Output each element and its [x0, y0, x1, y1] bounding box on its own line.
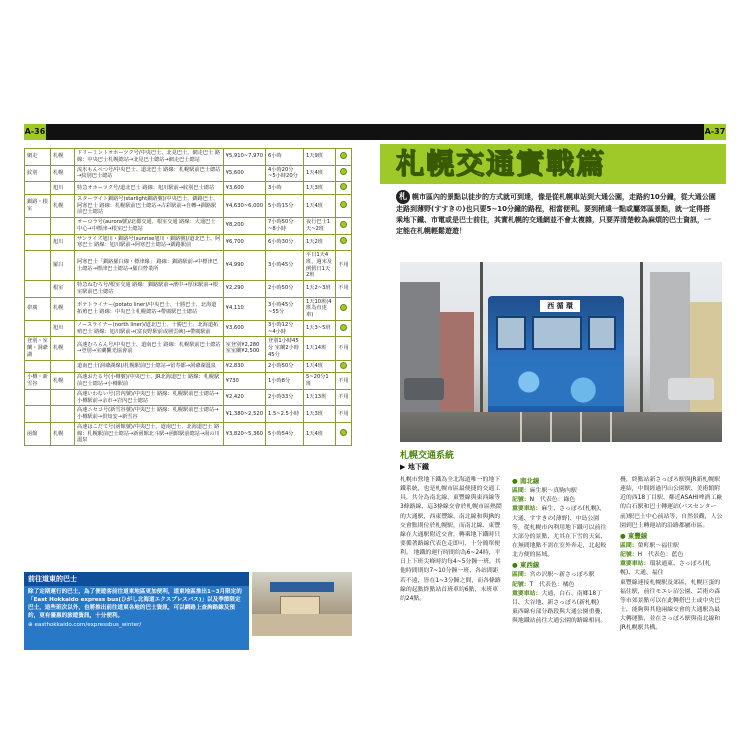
reservation-required-icon	[340, 429, 347, 436]
cell-freq: 夜行巴士1天~2班	[304, 218, 336, 235]
cell-city: 根室	[51, 281, 75, 298]
cell-freq: 1天9班	[304, 149, 336, 166]
cell-city: 旭川	[51, 234, 75, 251]
page-title: 札幌交通實戰篇	[396, 147, 607, 180]
car	[404, 378, 444, 400]
cell-freq: 1天13班	[304, 389, 336, 406]
cell-fare: ¥4,990	[223, 251, 265, 281]
table-row	[25, 234, 352, 251]
cell-time: 2小時33分	[266, 389, 304, 406]
cell-freq: 1天10班(4班為直達車)	[304, 297, 336, 320]
cell-route: サンライズ旭川・釧路号(sunrise旭川・釧路號)/道北巴士、阿寒巴士 路線：旭川駅前→阿寒巴士總站→釧路駅前	[75, 234, 224, 251]
column-line: ● 東西線	[512, 561, 540, 570]
info-box-url-text: easthokkaido.com/expressbus_winter/	[34, 622, 142, 629]
cell-city	[51, 360, 75, 373]
cell-route: ポテトライナー(potato liner)/中央巴士、十勝巴士、北海道拓殖巴士 路線：中央巴士札幌總站→帶廣駅巴士總站	[75, 297, 224, 320]
reservation-required-icon	[340, 201, 347, 208]
cell-city: 札幌	[51, 422, 75, 445]
table-row	[25, 218, 352, 235]
cell-route: 高速いわない号(岩內號)/中央巴士 路線：札幌駅前巴士總站→小樽駅前→余市→岩內巴士總站	[75, 389, 224, 406]
cell-route: 特急ねむろ号/根室交通 路線：釧路駅前→濱中→厚床駅前→根室駅前巴士總站	[75, 281, 224, 298]
pole	[480, 262, 483, 412]
cell-area	[25, 281, 51, 298]
cell-fare: ¥1,380~2,520	[223, 406, 265, 423]
cell-area: 函館	[25, 422, 51, 445]
cell-fare: ¥2,830	[223, 360, 265, 373]
cell-time: 3小時45分	[266, 251, 304, 281]
body-column-3	[620, 476, 724, 633]
cell-reservation	[336, 194, 352, 217]
cell-city: 札幌	[51, 149, 75, 166]
table-row	[25, 337, 352, 360]
cell-reservation	[336, 422, 352, 445]
table-row	[25, 373, 352, 390]
cell-route: 高速はこだて号(函館號)/中央巴士、道南巴士、北海道巴士 路線：札幌駅前巴士總站→新函館北斗駅→函館駅前總站→湯の川溫泉	[75, 422, 224, 445]
cell-time: 2小時50分	[266, 360, 304, 373]
cell-route: ノースライナー(north liner)/道北巴士、十勝巴士、北海道拓殖巴士 路線：旭川駅前→(富良野駅前或層雲峽)→帶廣駅前	[75, 320, 224, 337]
column-line: 重要車站：麻生、さっぽろ(札幌)、大通、すすきの(薄野)、中島公園等，從札幌市內利用地下鐵可以前往大部分的景點，尤其在下雪的天氣，在無間地點不需在室外奔走，北起較北方便的區域。	[512, 506, 607, 559]
cell-time: 6小時30分	[266, 234, 304, 251]
cell-area	[25, 320, 51, 337]
cell-reservation: 不用	[336, 373, 352, 390]
cell-fare: ¥5,910~7,970	[223, 149, 265, 166]
cell-fare: ¥5,600	[223, 165, 265, 182]
cell-time: 2小時50分	[266, 281, 304, 298]
reservation-required-icon	[340, 237, 347, 244]
cell-fare: ¥3,600	[223, 320, 265, 337]
cell-city: 羅臼	[51, 251, 75, 281]
table-row	[25, 251, 352, 281]
info-box-title: 前往道東的巴士	[24, 572, 249, 586]
cell-reservation	[336, 297, 352, 320]
table-row	[25, 406, 352, 423]
cell-freq: 1天3~5班	[304, 320, 336, 337]
column-line: 重要車站：環狀通東、さっぽろ(札幌)、大通、福住	[620, 561, 711, 577]
cell-reservation	[336, 320, 352, 337]
cell-fare: ¥4,630~6,000	[223, 194, 265, 217]
tram-window	[588, 316, 616, 350]
cell-freq: 平日1天4班，週末及例假日1天2班	[304, 251, 336, 281]
column-line: 疊，終點站新さっぽろ駅與JR新札幌駅連結，中間經過円山公園駅、美術館附近的西18丁目駅、鄰近ASAHI啤酒工廠的白石駅和巴士轉運站(バスセンター前)駅巴士中心前站等，自然景觀，人公園到巴士轉運站的沿路都屬市區。	[620, 477, 723, 529]
column-line: 重要車站：大通、白石、南鄉18丁目、大谷地、新さっぽろ(新札幌)	[512, 590, 602, 606]
cell-area: 小樽・新雪谷	[25, 373, 51, 390]
reservation-required-icon	[340, 362, 347, 369]
tram-photo	[400, 262, 722, 442]
body-column-1: 札幌市營地下鐵為全北海道唯一的地下鐵系統，也是札幌市區最便捷的交通工具，共分為南北線、東豐線與東西線等3條路線，這3條線交會於札幌市區熱鬧的大通駅，西東豐線、南北線和與JR的交會點則位於札幌駅，而南北線、東豐線在大通駅附近交會，轉乘地下鐵時只要循著路線代表色走即可，十分簡單便利。 地鐵的運行時間約為6~24時，平日上下班尖峰時約每4~5分鐘一班，其他時間則約7~10分鐘一班，各站間距若不遠，皆在1~3分鐘之間，而各條路線的起點終點站首班車約6點，末班車約24點。	[400, 477, 502, 602]
cell-reservation	[336, 149, 352, 166]
column-line: 區間：榮町駅～福住駅	[620, 542, 679, 549]
globe-icon: ⊕	[28, 622, 33, 629]
car	[668, 378, 714, 400]
cell-time: 7小時50分~8小時	[266, 218, 304, 235]
cell-route: 特急オホーツク号/道北巴士 路線：旭川駅前→紋別巴士總站	[75, 182, 224, 195]
reservation-required-icon	[340, 168, 347, 175]
cell-time: 3小時12分~4小時	[266, 320, 304, 337]
cell-fare: ¥8,200	[223, 218, 265, 235]
cell-route: 阿寒巴士「釧路羅臼線・標津線」 路線：釧路駅前→中標津巴士總站→標津巴士總站→羅臼營業所	[75, 251, 224, 281]
cell-city: 旭川	[51, 320, 75, 337]
cell-route: 高速ニセコ号(新雪谷號)/中央巴士 路線：札幌駅前巴士總站→小樽駅前→倶知安→新雪谷	[75, 406, 224, 423]
section-heading: 札幌交通系統	[400, 451, 455, 461]
cell-reservation	[336, 182, 352, 195]
tram-destination-sign: 西 循 環	[540, 300, 580, 312]
cell-route: 道南巴士(洞爺湖線)/札幌駅前巴士總站→留寿都→洞爺湖溫泉	[75, 360, 224, 373]
cell-city: 札幌	[51, 373, 75, 390]
intro-text: 幌市區內的景點以徒步的方式就可到達，像是從札幌車站到大通公園，走路約10分鐘，從大通公園走路到薄野(すすきの)也只要5~10分鐘的路程，相當便利。要到稍遠一點或屬郊區景點，就一定得搭乘地下鐵、市電或是巴士前往，其實札幌的交通網並不會太複雜，只要弄清楚較為麻煩的巴士資訊，一定能在札幌輕鬆遊遊！	[396, 193, 716, 235]
cell-city	[51, 389, 75, 406]
cell-city: 札幌	[51, 194, 75, 217]
bus-route-table	[24, 148, 352, 446]
cell-city	[51, 406, 75, 423]
cell-fare: ¥2,290	[223, 281, 265, 298]
tram-rails	[400, 412, 722, 442]
east-bus-info-box	[24, 572, 249, 650]
tram	[488, 296, 624, 414]
cell-area	[25, 389, 51, 406]
page-number-right: A-37	[704, 124, 726, 140]
cell-city: 札幌	[51, 337, 75, 360]
cell-route: 高速おたる号(小樽號)/中央巴士、JR北海道巴士 路線：札幌駅前巴士總站→小樽駅前	[75, 373, 224, 390]
cell-freq: 5~20分1班	[304, 373, 336, 390]
cell-time: 1.5~2.5小時	[266, 406, 304, 423]
page-number-left: A-36	[24, 124, 46, 140]
cell-reservation: 不用	[336, 281, 352, 298]
reservation-required-icon	[340, 304, 347, 311]
column-line: 記號：T 代表色：橘色	[512, 581, 575, 588]
subsection-heading: ▶ 地下鐵	[400, 463, 429, 471]
cell-area	[25, 251, 51, 281]
tram-window	[496, 316, 526, 350]
cell-freq: 1天2~3班	[304, 281, 336, 298]
column-line: ● 南北線	[512, 477, 540, 485]
cell-city	[51, 218, 75, 235]
tram-window	[532, 316, 582, 350]
info-box-text: 除了定期運行的巴士，為了便遊客前往道東地區更加便利，道東地區推出1~3月限定的「East Hokkaido express bus(ひがし北海道エクスプレスバス)」以及季節限定巴士，這些班次以外，也將推出前往道東各地的巴士資訊，可以網路上查詢路線及預約，更有優惠的旅遊資訊，十分便利。	[28, 589, 242, 620]
cell-area: 紋別	[25, 165, 51, 182]
cell-reservation	[336, 360, 352, 373]
column-line: ● 東豐線	[620, 531, 648, 540]
cell-reservation	[336, 234, 352, 251]
cell-reservation	[336, 165, 352, 182]
table-row	[25, 422, 352, 445]
cell-route: オーロラ号(aurora號)/北都交通、根室交通 路線：大通巴士中心→中標津→根室巴士總站	[75, 218, 224, 235]
cell-fare: 室登別¥2,280 室室蘭¥2,500	[223, 337, 265, 360]
cell-time: 3小時45分~55分	[266, 297, 304, 320]
cell-time: 5小時15分	[266, 194, 304, 217]
cell-area	[25, 182, 51, 195]
cell-fare: ¥3,820~5,360	[223, 422, 265, 445]
column-line: 東西線有部分路段與大通公園重疊，與地鐵站前往大通公園的路線相同。	[512, 608, 607, 625]
table-row	[25, 149, 352, 166]
cell-reservation: 不用	[336, 337, 352, 360]
pole	[640, 262, 643, 412]
cell-area: 網走	[25, 149, 51, 166]
top-black-bar	[24, 124, 726, 140]
table-row	[25, 194, 352, 217]
cell-fare: ¥3,600	[223, 182, 265, 195]
cell-time: 5小時54分	[266, 422, 304, 445]
cell-area	[25, 234, 51, 251]
table-row	[25, 389, 352, 406]
cell-city: 札幌	[51, 297, 75, 320]
cell-reservation: 不用	[336, 406, 352, 423]
cell-freq: 1天4班	[304, 422, 336, 445]
cell-reservation	[336, 218, 352, 235]
cell-area	[25, 360, 51, 373]
cell-fare: ¥2,420	[223, 389, 265, 406]
cell-time: 6小時	[266, 149, 304, 166]
cell-fare: ¥6,700	[223, 234, 265, 251]
terminal-kiosk	[280, 596, 320, 616]
table-row	[25, 297, 352, 320]
cell-route: ドリーミントオホーツク号/中央巴士、北見巴士、網走巴士 路線：中央巴士札幌總站→北見巴士總站→網走巴士總站	[75, 149, 224, 166]
column-line: 區間：宮の沢駅～新さっぽろ駅	[512, 572, 595, 579]
terminal-floor	[252, 614, 352, 636]
cell-city: 札幌	[51, 165, 75, 182]
reservation-required-icon	[340, 324, 347, 331]
column-line: 東豐線連接札幌駅及郊區，札幌巨蛋的福住駅，前往モエレ沼公園、芸術の森等市郊景點可以在此轉搭巴士或中央巴士，能夠與其他兩線交會的大通駅為最大轉運點，並在さっぽろ駅與南北線和JR札幌駅共構。	[620, 579, 721, 632]
reservation-required-icon	[340, 221, 347, 228]
cell-reservation: 不用	[336, 251, 352, 281]
cell-freq: 1天4班	[304, 194, 336, 217]
cell-freq: 1天14班	[304, 337, 336, 360]
cell-time: 登別1小時45分 室蘭2小時45分	[266, 337, 304, 360]
cell-area	[25, 218, 51, 235]
cell-time: 1小時8分	[266, 373, 304, 390]
cell-freq: 1天3班	[304, 406, 336, 423]
info-box-url[interactable]	[24, 622, 249, 628]
table-row	[25, 320, 352, 337]
tram-wave-decoration	[488, 366, 624, 406]
reservation-required-icon	[340, 183, 347, 190]
reservation-required-icon	[340, 152, 347, 159]
cell-area: 帯廣	[25, 297, 51, 320]
cell-area	[25, 406, 51, 423]
cell-area: 登別・室蘭・洞爺湖	[25, 337, 51, 360]
table-row	[25, 165, 352, 182]
cell-freq: 1天2班	[304, 234, 336, 251]
drop-cap: 札	[396, 190, 410, 204]
bus-terminal-photo	[252, 572, 352, 636]
column-line: 記號：H 代表色：藍色	[620, 552, 684, 559]
cell-reservation: 不用	[336, 389, 352, 406]
cell-freq: 1天4班	[304, 360, 336, 373]
cell-route: スターライト釧路号(starlight釧路號)/中央巴士、釧路巴士、阿寒巴士 路線：札幌駅前巴士總站→古彩駅前→自轉→釧路駅前巴士總站	[75, 194, 224, 217]
cell-city: 旭川	[51, 182, 75, 195]
cell-fare: ¥730	[223, 373, 265, 390]
cell-fare: ¥4,110	[223, 297, 265, 320]
cell-area: 釧路・根室	[25, 194, 51, 217]
table-row	[25, 281, 352, 298]
cell-time: 3小時	[266, 182, 304, 195]
cell-time: 4小時20分~5小時20分	[266, 165, 304, 182]
intro-paragraph	[396, 190, 716, 237]
building-brick	[440, 312, 474, 412]
cell-freq: 1天4班	[304, 165, 336, 182]
table-row	[25, 182, 352, 195]
cell-route: 流氷もんべつ号/中央巴士、道北巴士 路線：札幌駅前巴士總站→紋別巴士總站	[75, 165, 224, 182]
terminal-sign	[270, 582, 334, 592]
cell-freq: 1天3班	[304, 182, 336, 195]
body-column-2	[512, 476, 610, 626]
column-line: 記號：N 代表色：綠色	[512, 497, 576, 504]
table-row	[25, 360, 352, 373]
cell-route: 高速むろらん号/中央巴士、道南巴士 路線：札幌駅前巴士總站→登別→室蘭觀光協會前	[75, 337, 224, 360]
left-page	[24, 140, 352, 640]
column-line: 區間：麻生駅～真駒內駅	[512, 488, 577, 495]
